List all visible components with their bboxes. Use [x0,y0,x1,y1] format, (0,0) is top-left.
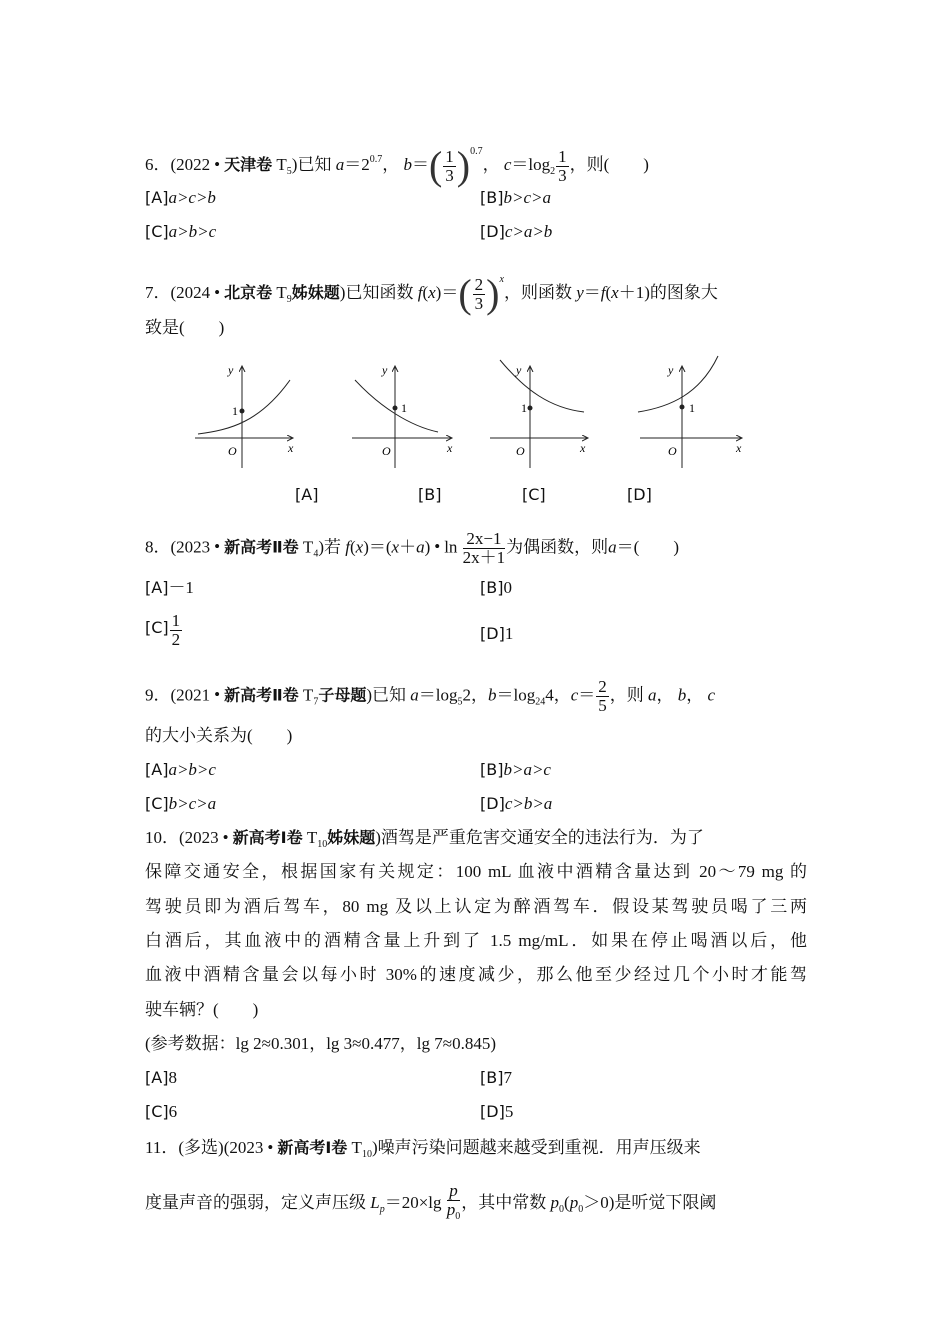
fraction-two-fifths: $\frac{2}{5}$ [598,677,607,715]
graph-a[interactable] [195,363,294,468]
question-10-stem: 10．(2023 • 新高考Ⅰ卷 $T_{10}$姊妹题)酒驾是严重危害交通安全的违法行为．为了 [145,828,704,850]
q8-option-b[interactable]: [B]0 [480,578,512,597]
question-11-stem: 11．(多选)(2023 • 新高考Ⅰ卷 $T_{10}$)噪声污染问题越来越受到重视．用声压级来 [145,1138,701,1160]
graph-c[interactable] [490,360,588,468]
fraction-p-over-p0: $\frac{p}{p_0}$ [446,1181,461,1222]
q6-option-c[interactable]: [C]a>b>c [145,222,217,241]
svg-text:O: O [228,444,237,458]
fraction-two-thirds: $\frac{2}{3}$ [474,274,484,313]
question-7-stem: 7．(2024 • 北京卷 $T_9$姊妹题)已知函数 f(x)＝( $\frac{2}{3}$ )$^x$，则函数 y＝f(x＋1)的图象大 [145,271,718,317]
q7-option-d[interactable]: [D] [627,485,652,504]
svg-text:y: y [228,363,234,377]
svg-text:x: x [736,441,742,455]
question-9-stem: 9．(2021 • 新高考Ⅱ卷 $T_7$子母题)已知 $a=\log_52$，$b=\log_{24}4$，c＝ $\frac{2}{5}$ ，则 a， b， c [145,677,716,715]
svg-text:O: O [668,444,677,458]
question-10-line4: 白酒后，其血液中的酒精含量上升到了 1.5 mg/mL．如果在停止喝酒以后，他 [145,931,807,950]
svg-text:x: x [580,441,586,455]
q9-option-b[interactable]: [B]b>a>c [480,760,551,779]
q9-option-c[interactable]: [C]b>c>a [145,794,217,813]
svg-text:O: O [516,444,525,458]
question-7-stem-line2: 致是( ) [145,318,225,337]
q6-option-a[interactable]: [A]a>c>b [145,188,216,207]
question-10-reference: (参考数据：lg 2≈0.301，lg 3≈0.477，lg 7≈0.845) [145,1034,496,1053]
q6-option-b[interactable]: [B]b>c>a [480,188,551,207]
fraction-ln-arg: $\frac{2x-1}{2x+1}$ [462,529,506,567]
q9-option-d[interactable]: [D]c>b>a [480,794,553,813]
q10-option-d[interactable]: [D]5 [480,1102,514,1121]
q7-option-a[interactable]: [A] [295,485,319,504]
graph-b[interactable] [352,363,453,468]
q7-option-c[interactable]: [C] [522,485,546,504]
question-8-stem: 8．(2023 • 新高考Ⅱ卷 $T_4$)若 f(x)＝(x＋a) • ln $\frac{2x-1}{2x+1}$ 为偶函数，则a＝( ) [145,529,679,567]
svg-text:1: 1 [689,401,695,415]
question-10-line5: 血液中酒精含量会以每小时 30%的速度减少，那么他至少经过几个小时才能驾 [145,965,807,984]
svg-text:1: 1 [521,401,527,415]
question-11-line2: 度量声音的强弱，定义声压级 $L_p=20\times\lg$ $\frac{p}{p_0}$ ，其中常数 $p_0(p_0>0)$是听觉下限阈 [145,1182,716,1226]
svg-text:1: 1 [232,404,238,418]
question-6-stem: 6．(2022 • 天津卷 $T_5$)已知 $a=2^{0.7}$， b＝( $\frac{1}{3}$ )$^{0.7}$， $c=\log_2$ $\frac{1}{3}$ ，则( ) [145,143,649,189]
svg-text:1: 1 [401,401,407,415]
q8-option-a[interactable]: [A]－1 [145,578,194,597]
q7-option-b[interactable]: [B] [418,485,442,504]
q10-option-b[interactable]: [B]7 [480,1068,512,1087]
q8-option-d[interactable]: [D]1 [480,624,514,643]
graph-d[interactable] [638,356,742,468]
q8-option-c[interactable]: [C] $\frac{1}{2}$ [145,611,181,649]
q10-option-c[interactable]: [C]6 [145,1102,178,1121]
svg-text:y: y [516,363,522,377]
question-9-stem-line2: 的大小关系为( ) [145,726,293,745]
q7-graphs [190,352,760,474]
question-10-line3: 驾驶员即为酒后驾车，80 mg 及以上认定为醉酒驾车．假设某驾驶员喝了三两 [145,897,807,916]
q6-option-d[interactable]: [D]c>a>b [480,222,553,241]
q10-option-a[interactable]: [A]8 [145,1068,177,1087]
svg-text:y: y [382,363,388,377]
svg-text:x: x [288,441,294,455]
q9-option-a[interactable]: [A]a>b>c [145,760,216,779]
question-10-line2: 保障交通安全，根据国家有关规定：100 mL 血液中酒精含量达到 20～79 mg 的 [145,862,807,881]
svg-text:y: y [668,363,674,377]
svg-text:x: x [447,441,453,455]
question-10-line6: 驶车辆？( ) [145,1000,259,1019]
svg-text:O: O [382,444,391,458]
fraction-one-third: $\frac{1}{3}$ [445,146,454,185]
